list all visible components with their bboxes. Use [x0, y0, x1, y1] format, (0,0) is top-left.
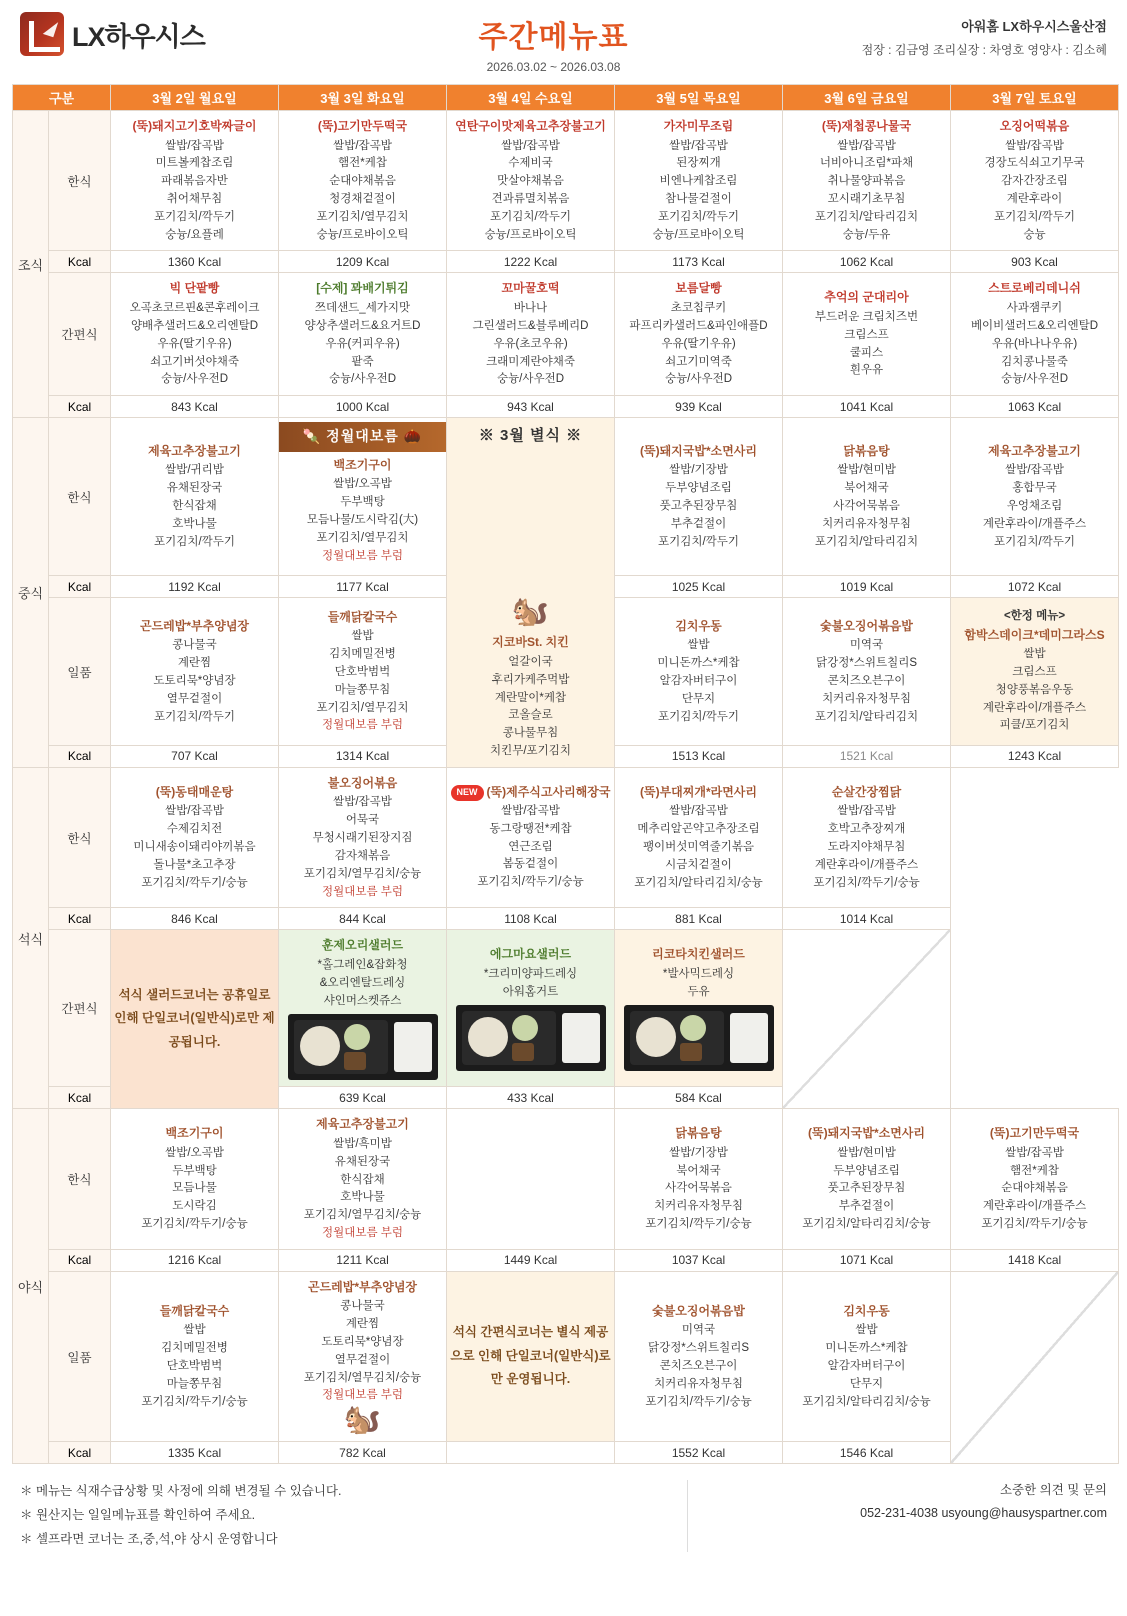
kcal-dinner-thu: 1108 Kcal	[447, 908, 615, 930]
row-label-kcal-3: Kcal	[49, 576, 111, 598]
latenight-cell-thu: 닭볶음탕 쌀밥/기장밥 북어채국 사각어묵볶음 치커리유자청무침 포기김치/깍두기/숭늉	[615, 1109, 783, 1249]
column-header-0: 구분	[13, 85, 111, 111]
menu-cell-breakfast-tue: (뚝)고기만두떡국 쌀밥/잡곡밥 햄전*케찹 순대야채볶음 청경채겉절이 포기김치/열무김치 숭늉/프로바이오틱	[279, 111, 447, 251]
kcal-breakfast-fri: 1062 Kcal	[783, 251, 951, 273]
breakfast-korean-row	[13, 111, 1119, 251]
section-label-lunch: 중식	[13, 418, 49, 768]
column-header-thu: 3월 5일 목요일	[615, 85, 783, 111]
latenight-single-row	[13, 1271, 1119, 1441]
light-cell-sat: 스트로베리데니쉬 사과잼쿠키 베이비샐러드&오리엔탈D 우유(바나나우유) 김치콩나물죽 숭늉/사우전D	[951, 273, 1119, 396]
contact-value: 052-231-4038 usyoung@hausyspartner.com	[860, 1506, 1107, 1521]
page-footer	[12, 1474, 1115, 1551]
dinner-light-thu: 에그마요샐러드 *크리미양파드레싱 아워홈거트	[447, 930, 615, 1087]
limited-menu-label: <한정 메뉴>	[1003, 609, 1066, 622]
kcal-lunch-fri: 1019 Kcal	[783, 576, 951, 598]
salad-photo-thu	[456, 1005, 606, 1071]
kcal-single-fri: 1521 Kcal	[783, 745, 951, 767]
table-header-row	[13, 85, 1119, 111]
kcal-latenight-single-fri: 1546 Kcal	[783, 1442, 951, 1464]
lunch-cell-thu: (뚝)돼지국밥*소면사리 쌀밥/기장밥 두부양념조림 풋고추된장무침 부추겉절이 포기김치/깍두기	[615, 418, 783, 576]
lunch-cell-tue: 🍡 정월대보름 🌰 백조기구이 쌀밥/오곡밥 두부백탕 모듬나물/도시락김(大) 포기김치/열무김치 정월대보름 부럼	[279, 418, 447, 576]
breakfast-light-row	[13, 273, 1119, 396]
jeongwol-banner: 🍡 정월대보름 🌰	[279, 422, 446, 452]
kcal-latenight-sat: 1418 Kcal	[951, 1249, 1119, 1271]
latenight-cell-wed	[447, 1109, 615, 1249]
page-header	[12, 0, 1115, 84]
row-label-light-dinner: 간편식	[49, 930, 111, 1087]
dinner-cell-fri: (뚝)부대찌개*라면사리 쌀밥/잡곡밥 메추리알곤약고추장조림 팽이버섯미역줄기볶음 시금치겉절이 포기김치/알타리김치/숭늉	[615, 767, 783, 907]
light-cell-tue: [수제] 꽈배기튀김 쯔데샌드_세가지맛 양상추샐러드&요거트D 우유(커피우유) 팥죽 숭늉/사우전D	[279, 273, 447, 396]
latenight-notice: 석식 간편식코너는 별식 제공으로 인해 단일코너(일반식)로만 운영됩니다.	[450, 1324, 611, 1387]
dinner-notice-mon	[111, 930, 279, 1109]
kcal-breakfast-mon: 1360 Kcal	[111, 251, 279, 273]
dinner-light-sat-empty	[783, 930, 951, 1109]
menu-cell-breakfast-mon: (뚝)돼지고기호박짜글이 쌀밥/잡곡밥 미트볼케찹조림 파래볶음자반 취어채무침 포기김치/깍두기 숭늉/요플레	[111, 111, 279, 251]
special-note-latenight-tue: 정월대보름 부럼	[322, 1227, 403, 1239]
breakfast-korean-kcal-row	[13, 251, 1119, 273]
row-label-kcal-8: Kcal	[49, 1442, 111, 1464]
kcal-latenight-tue: 1211 Kcal	[279, 1249, 447, 1271]
special-note-single-tue: 정월대보름 부럼	[322, 719, 403, 732]
latenight-korean-row	[13, 1109, 1119, 1249]
footer-note-2: ＊ 셀프라면 코너는 조,중,석,야 상시 운영합니다	[20, 1531, 278, 1546]
squirrel-icon: 🐿️	[511, 595, 550, 629]
row-label-korean-lunch: 한식	[49, 418, 111, 576]
column-header-fri: 3월 6일 금요일	[783, 85, 951, 111]
kcal-latenight-mon: 1216 Kcal	[111, 1249, 279, 1271]
kcal-breakfast-tue: 1209 Kcal	[279, 251, 447, 273]
light-cell-fri: 추억의 군대리아 부드러운 크림치즈번 크림스프 쿨피스 흰우유	[783, 273, 951, 396]
kcal-light-mon: 843 Kcal	[111, 396, 279, 418]
kcal-latenight-thu: 1037 Kcal	[615, 1249, 783, 1271]
menu-table	[12, 84, 1119, 1464]
march-special-label: ※ 3월 별식 ※	[478, 427, 583, 445]
dinner-cell-sat: 순살간장찜닭 쌀밥/잡곡밥 호박고추장찌개 도라지야채무침 계란후라이/개플주스 포기김치/깍두기/숭늉	[783, 767, 951, 907]
kcal-dinner-fri: 881 Kcal	[615, 908, 783, 930]
latenight-cell-mon: 백조기구이 쌀밥/오곡밥 두부백탕 모듬나물 도시락김 포기김치/깍두기/숭늉	[111, 1109, 279, 1249]
kcal-latenight-fri: 1071 Kcal	[783, 1249, 951, 1271]
kcal-light-fri: 1041 Kcal	[783, 396, 951, 418]
kcal-light-sat: 1063 Kcal	[951, 396, 1119, 418]
latenight-single-fri: 김치우동 쌀밥 미니돈까스*케찹 알감자버터구이 단무지 포기김치/알타리김치/숭늉	[783, 1271, 951, 1441]
row-label-kcal-5: Kcal	[49, 908, 111, 930]
kcal-latenight-single-wed	[447, 1442, 615, 1464]
salad-photo-tue	[288, 1014, 438, 1080]
column-header-mon: 3월 2일 월요일	[111, 85, 279, 111]
special-note-latenight-single-tue: 정월대보름 부럼	[322, 1389, 403, 1402]
kcal-light-wed: 943 Kcal	[447, 396, 615, 418]
latenight-single-sat-empty	[951, 1271, 1119, 1463]
breakfast-light-kcal-row	[13, 396, 1119, 418]
kcal-light-thu: 939 Kcal	[615, 396, 783, 418]
single-cell-mon: 곤드레밥*부추양념장 콩나물국 계란찜 도토리묵*양념장 열무겉절이 포기김치/깍두기	[111, 598, 279, 746]
row-label-light: 간편식	[49, 273, 111, 396]
dinner-cell-mon: (뚝)동태매운탕 쌀밥/잡곡밥 수제김치전 미니새송이돼리야끼볶음 돌나물*초고추장 포기김치/깍두기/숭늉	[111, 767, 279, 907]
logo-text: LX하우시스	[72, 21, 205, 52]
column-header-wed: 3월 4일 수요일	[447, 85, 615, 111]
footer-note-0: ＊ 메뉴는 식재수급상황 및 사정에 의해 변경될 수 있습니다.	[20, 1484, 342, 1499]
new-badge: NEW	[451, 785, 484, 801]
latenight-single-wed	[447, 1271, 615, 1441]
row-label-kcal: Kcal	[49, 251, 111, 273]
latenight-cell-fri: (뚝)돼지국밥*소면사리 쌀밥/현미밥 두부양념조림 풋고추된장무침 부추겉절이 포기김치/알타리김치/숭늉	[783, 1109, 951, 1249]
row-label-korean: 한식	[49, 111, 111, 251]
lunch-cell-mon: 제육고추장불고기 쌀밥/귀리밥 유채된장국 한식잡채 호박나물 포기김치/깍두기	[111, 418, 279, 576]
kcal-lunch-mon: 1192 Kcal	[111, 576, 279, 598]
kcal-single-sat: 1243 Kcal	[951, 745, 1119, 767]
footer-contact	[687, 1480, 1107, 1551]
kcal-dinner-sat: 1014 Kcal	[783, 908, 951, 930]
salad-photo-fri	[624, 1005, 774, 1071]
menu-cell-breakfast-sat: 오징어떡볶음 쌀밥/잡곡밥 경장도식쇠고기무국 감자간장조림 계란후라이 포기김치/깍두기 숭늉	[951, 111, 1119, 251]
row-label-korean-latenight: 한식	[49, 1109, 111, 1249]
dinner-cell-thu: NEW (뚝)제주식고사리해장국 쌀밥/잡곡밥 동그랑땡전*케찹 연근조림 봄동겉절이 포기김치/깍두기/숭늉	[447, 767, 615, 907]
kcal-dinner-light-thu: 433 Kcal	[447, 1087, 615, 1109]
kcal-dinner-mon: 846 Kcal	[111, 908, 279, 930]
row-label-kcal-6: Kcal	[49, 1087, 111, 1109]
section-label-latenight: 야식	[13, 1109, 49, 1464]
kcal-single-mon: 707 Kcal	[111, 745, 279, 767]
kcal-breakfast-thu: 1173 Kcal	[615, 251, 783, 273]
kcal-latenight-wed: 1449 Kcal	[447, 1249, 615, 1271]
dinner-light-tue: 훈제오리샐러드 *홀그레인&잡화청 &오리엔탈드레싱 샤인머스켓쥬스	[279, 930, 447, 1087]
kcal-breakfast-wed: 1222 Kcal	[447, 251, 615, 273]
latenight-cell-tue: 제육고추장불고기 쌀밥/흑미밥 유채된장국 한식잡채 호박나물 포기김치/열무김치/숭늉 정월대보름 부럼	[279, 1109, 447, 1249]
lunch-cell-sat: 제육고추장불고기 쌀밥/잡곡밥 홍합무국 우엉채조림 계란후라이/개플주스 포기김치/깍두기	[951, 418, 1119, 576]
kcal-latenight-single-mon: 1335 Kcal	[111, 1442, 279, 1464]
kcal-single-thu: 1513 Kcal	[615, 745, 783, 767]
row-label-kcal-7: Kcal	[49, 1249, 111, 1271]
row-label-kcal-4: Kcal	[49, 745, 111, 767]
column-header-sat: 3월 7일 토요일	[951, 85, 1119, 111]
latenight-cell-sat: (뚝)고기만두떡국 쌀밥/잡곡밥 햄전*케찹 순대야채볶음 계란후라이/개플주스 포기김치/깍두기/숭늉	[951, 1109, 1119, 1249]
store-staff: 점장 : 김금영 조리실장 : 차영호 영양사 : 김소혜	[861, 43, 1107, 57]
dinner-korean-row	[13, 767, 1119, 907]
contact-title: 소중한 의견 및 문의	[999, 1483, 1107, 1498]
single-cell-sat: <한정 메뉴> 함박스데이크*데미그라스S 쌀밥 크림스프 청양풍볶음우동 계란후라이/개플주스 피클/포기김치	[951, 598, 1119, 746]
footer-notes	[20, 1480, 687, 1551]
latenight-single-thu: 숯불오징어볶음밥 미역국 닭강정*스위트칠리S 콘치즈오븐구이 치커리유자청무침 포기김치/깍두기/숭늉	[615, 1271, 783, 1441]
title-block	[300, 12, 807, 74]
light-cell-thu: 보름달빵 초코칩쿠키 파프리카샐러드&파인애플D 우유(딸기우유) 쇠고기미역죽 숭늉/사우전D	[615, 273, 783, 396]
kcal-light-tue: 1000 Kcal	[279, 396, 447, 418]
kcal-lunch-tue: 1177 Kcal	[279, 576, 447, 598]
latenight-single-tue: 곤드레밥*부추양념장 콩나물국 계란찜 도토리묵*양념장 열무겉절이 포기김치/열무김치/숭늉 정월대보름 부럼 🐿️	[279, 1271, 447, 1441]
brand-logo	[20, 12, 300, 56]
light-cell-mon: 빅 단팥빵 오곡초코르핀&콘후레이크 양배추샐러드&오리엔탈D 우유(딸기우유) 쇠고기버섯야채죽 숭늉/사우전D	[111, 273, 279, 396]
page-title: 주간메뉴표	[478, 21, 629, 54]
dinner-cell-tue: 불오징어볶음 쌀밥/잡곡밥 어묵국 무청시래기된장지짐 감자채볶음 포기김치/열무김치/숭늉 정월대보름 부럼	[279, 767, 447, 907]
kcal-dinner-light-tue: 639 Kcal	[279, 1087, 447, 1109]
lunch-special-wed: ※ 3월 별식 ※ 🐿️ 지코바St. 치킨 얼갈이국 후리가케주먹밥 계란말이*케찹 코올슬로 콩나물무침 치킨무/포기김치	[447, 418, 615, 768]
single-cell-tue: 들깨닭칼국수 쌀밥 김치메밀전병 단호박범벅 마늘쫑무침 포기김치/열무김치 정월대보름 부럼	[279, 598, 447, 746]
dinner-light-fri: 리코타치킨샐러드 *발사믹드레싱 두유	[615, 930, 783, 1087]
kcal-single-tue: 1314 Kcal	[279, 745, 447, 767]
row-label-single-latenight: 일품	[49, 1271, 111, 1441]
footer-note-1: ＊ 원산지는 일일메뉴표를 확인하여 주세요.	[20, 1508, 256, 1523]
kcal-breakfast-sat: 903 Kcal	[951, 251, 1119, 273]
special-note-dinner-tue: 정월대보름 부럼	[322, 885, 403, 898]
menu-cell-breakfast-wed: 연탄구이맛제육고추장불고기 쌀밥/잡곡밥 수제비국 맛살야채볶음 견과류멸치볶음 포기김치/깍두기 숭늉/프로바이오틱	[447, 111, 615, 251]
dinner-korean-kcal-row	[13, 908, 1119, 930]
row-label-single: 일품	[49, 598, 111, 746]
store-info	[807, 12, 1107, 58]
kcal-lunch-thu: 1025 Kcal	[615, 576, 783, 598]
kcal-lunch-sat: 1072 Kcal	[951, 576, 1119, 598]
date-range: 2026.03.02 ~ 2026.03.08	[486, 60, 621, 74]
menu-cell-breakfast-thu: 가자미무조림 쌀밥/잡곡밥 된장찌개 비엔나케찹조림 참나물겉절이 포기김치/깍두기 숭늉/프로바이오틱	[615, 111, 783, 251]
lunch-korean-row	[13, 418, 1119, 576]
kcal-dinner-tue: 844 Kcal	[279, 908, 447, 930]
latenight-korean-kcal-row	[13, 1249, 1119, 1271]
dinner-light-row	[13, 930, 1119, 1087]
single-cell-thu: 김치우동 쌀밥 미니돈까스*케찹 알감자버터구이 단무지 포기김치/깍두기	[615, 598, 783, 746]
latenight-single-mon: 들깨닭칼국수 쌀밥 김치메밀전병 단호박범벅 마늘쫑무침 포기김치/깍두기/숭늉	[111, 1271, 279, 1441]
salad-corner-notice: 석식 샐러드코너는 공휴일로 인해 단일코너(일반식)로만 제공됩니다.	[114, 987, 275, 1050]
store-name: 아워홈 LX하우시스울산점	[961, 19, 1107, 34]
kcal-latenight-single-tue: 782 Kcal	[279, 1442, 447, 1464]
special-note-tue: 정월대보름 부럼	[322, 549, 403, 562]
section-label-dinner: 석식	[13, 767, 49, 1109]
light-cell-wed: 꼬마꿀호떡 바나나 그린샐러드&블루베리D 우유(초코우유) 크래미계란야채죽 숭늉/사우전D	[447, 273, 615, 396]
single-cell-fri: 숯불오징어볶음밥 미역국 닭강정*스위트칠리S 콘치즈오븐구이 치커리유자청무침 포기김치/알타리김치	[783, 598, 951, 746]
squirrel-icon-2: 🐿️	[343, 1403, 382, 1437]
menu-cell-breakfast-fri: (뚝)재첩콩나물국 쌀밥/잡곡밥 너비아니조림*파채 취나물양파볶음 꼬시래기초무침 포기김치/알타리김치 숭늉/두유	[783, 111, 951, 251]
row-label-korean-dinner: 한식	[49, 767, 111, 907]
lunch-cell-fri: 닭볶음탕 쌀밥/현미밥 북어채국 사각어묵볶음 치커리유자청무침 포기김치/알타리김치	[783, 418, 951, 576]
kcal-latenight-single-thu: 1552 Kcal	[615, 1442, 783, 1464]
column-header-tue: 3월 3일 화요일	[279, 85, 447, 111]
lx-logo-icon	[20, 12, 64, 56]
section-label-breakfast: 조식	[13, 111, 49, 418]
kcal-dinner-light-fri: 584 Kcal	[615, 1087, 783, 1109]
row-label-kcal-2: Kcal	[49, 396, 111, 418]
